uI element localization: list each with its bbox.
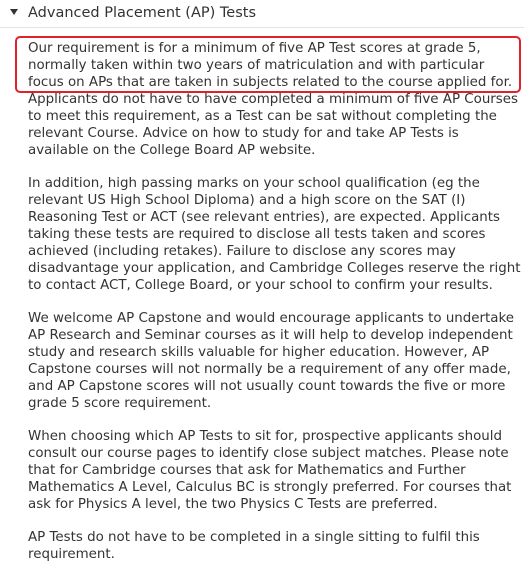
- text-line: When choosing which AP Tests to sit for, prospective applicants should: [28, 429, 502, 444]
- text-line: We welcome AP Capstone and would encourage applicants to undertake: [28, 311, 515, 326]
- text-line: Reasoning Test or ACT (see relevant entries), are expected. Applicants: [28, 210, 500, 225]
- accordion-header-ap-tests[interactable]: [0, 0, 524, 28]
- text-line: consult our course pages to identify close subject matches. Please note: [28, 446, 509, 461]
- college-board-ap-link[interactable]: College Board AP website: [139, 143, 312, 158]
- text-line: In addition, high passing marks on your school qualification (eg the: [28, 176, 480, 191]
- text-line: to meet this requirement, as a Test can be sat without completing the: [28, 109, 497, 124]
- text-line: ask for Physics A level, the two Physics C Tests are preferred.: [28, 497, 438, 512]
- text-line: Mathematics A Level, Calculus BC is strongly preferred. For courses that: [28, 480, 512, 495]
- paragraph-choosing-tests: [28, 428, 520, 513]
- text-line: taking these tests are required to disclose all tests taken and scores: [28, 227, 486, 242]
- text-line: requirement.: [28, 547, 115, 562]
- text-line: Our requirement is for a minimum of five AP Test scores at grade 5,: [28, 41, 481, 56]
- text-line: study and research skills valuable for higher education. However, AP: [28, 345, 490, 360]
- text-line-with-link: [28, 142, 520, 159]
- caret-down-icon: [10, 9, 18, 15]
- text-line: AP Research and Seminar courses as it will help to develop independent: [28, 328, 513, 343]
- paragraph-ap-requirement: [28, 40, 520, 159]
- text-suffix: .: [311, 143, 316, 158]
- text-line: disadvantage your application, and Cambridge Colleges reserve the right: [28, 261, 521, 276]
- accordion-content: [28, 40, 520, 579]
- text-line: Applicants do not have to have completed a minimum of five AP Courses: [28, 92, 519, 107]
- text-line: that for Cambridge courses that ask for Mathematics and Further: [28, 463, 466, 478]
- text-line: relevant Course. Advice on how to study for and take AP Tests is: [28, 126, 459, 141]
- paragraph-single-sitting: [28, 529, 520, 563]
- text-line: Capstone courses will not normally be a requirement of any offer made,: [28, 362, 511, 377]
- accordion-title: Advanced Placement (AP) Tests: [28, 5, 257, 21]
- paragraph-ap-capstone: [28, 310, 520, 412]
- text-line: grade 5 score requirement.: [28, 396, 212, 411]
- text-line: focus on APs that are taken in subjects related to the course applied for.: [28, 75, 513, 90]
- text-line: achieved (including retakes). Failure to disclose any scores may: [28, 244, 456, 259]
- text-prefix: available on the: [28, 143, 140, 158]
- text-line: normally taken within two years of matriculation and with particular: [28, 58, 485, 73]
- text-line: relevant US High School Diploma) and a high score on the SAT (I): [28, 193, 466, 208]
- text-line: to contact ACT, College Board, or your school to confirm your results.: [28, 278, 493, 293]
- paragraph-additional-requirements: [28, 175, 520, 294]
- text-line: and AP Capstone scores will not usually count towards the five or more: [28, 379, 506, 394]
- text-line: AP Tests do not have to be completed in a single sitting to fulfil this: [28, 530, 480, 545]
